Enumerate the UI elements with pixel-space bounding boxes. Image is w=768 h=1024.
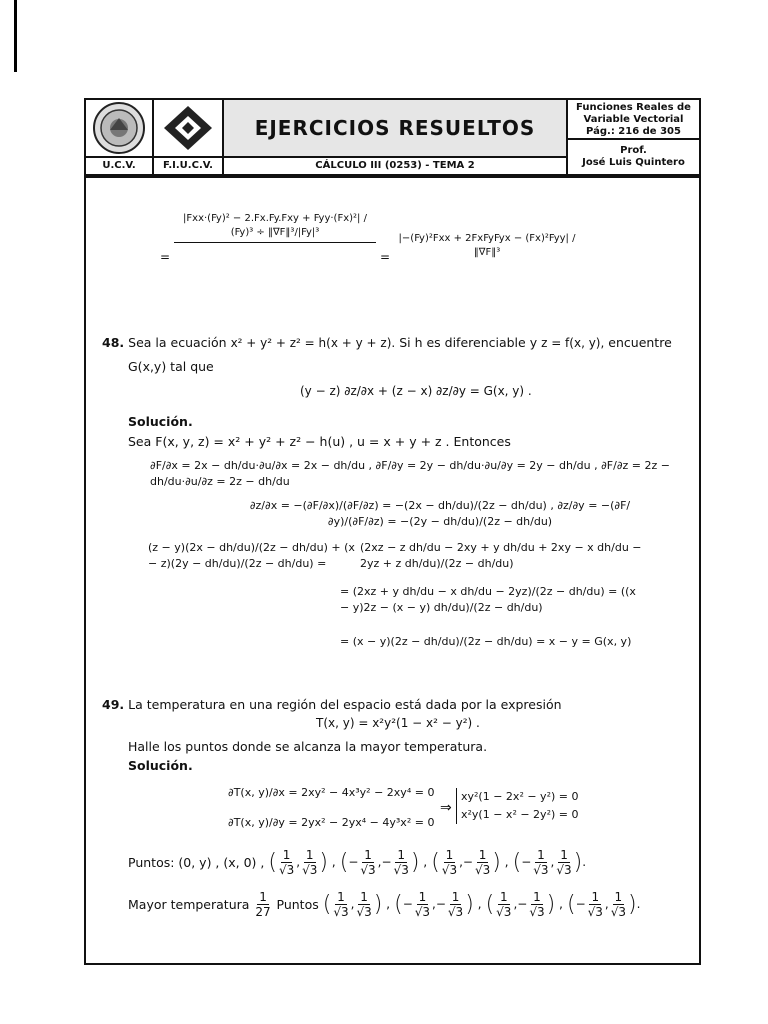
critical-point-3: ( $\frac{1}{√3}$ ,− $\frac{1}{√3}$ ) — [431, 848, 501, 877]
max-point-2: (− $\frac{1}{√3}$ ,− $\frac{1}{√3}$ ) — [394, 890, 474, 919]
problem-49-question: Halle los puntos donde se alcanza la mayor temperatura. — [128, 739, 488, 754]
prof-label: Prof. — [620, 145, 647, 156]
problem-48-number: 48. — [102, 335, 125, 350]
solution-49-derivative-y: ∂T(x, y)/∂y = 2yx² − 2yx⁴ − 4y³x² = 0 — [228, 816, 435, 829]
solution-49-system-eq-2: x²y(1 − x² − 2y²) = 0 — [461, 808, 579, 821]
fiucv-logo-icon — [154, 100, 222, 156]
header-prof-cell — [566, 138, 701, 176]
solution-48-label: Solución. — [128, 414, 193, 429]
header-subtitle: CÁLCULO III (0253) - TEMA 2 — [222, 156, 568, 176]
problem-48-text-2: Si h es diferenciable y — [399, 335, 538, 350]
ucv-seal-icon — [86, 100, 152, 156]
solution-49-points: Puntos: (0, y) , (x, 0) , ( $\frac{1}{√3}$ , $\frac{1}{√3}$ ) , (− $\frac{1}{√3}$ ,− $\frac{1}{√3}$ ) , ( $\frac{1}{√3}$ ,− $\frac{1}{√3}$ ) , (− $\frac{1}{√3}$ , $\frac{1}{√3}$ ). — [128, 848, 587, 877]
solution-49-system — [456, 788, 578, 824]
header-title-cell — [222, 98, 568, 158]
solution-48-step-3: = (x − y)(2z − dh/du)/(2z − dh/du) = x − y = G(x, y) — [340, 635, 632, 648]
problem-49-statement — [102, 697, 562, 712]
header-fiucv-label: F.I.U.C.V. — [152, 156, 224, 176]
max-temperature-label: Mayor temperatura — [128, 897, 250, 912]
page-number: Pág.: 216 de 305 — [586, 126, 681, 137]
problem-48-equation: x² + y² + z² = h(x + y + z). — [230, 336, 396, 350]
problem-48-z: z = f(x, y), — [541, 336, 605, 350]
problem-48-text-1: Sea la ecuación — [128, 335, 227, 350]
points-label: Puntos: (0, y) , (x, 0) , — [128, 855, 265, 870]
solution-49-max-temperature: Mayor temperatura $\frac{1}{27}$ Puntos ( $\frac{1}{√3}$ , $\frac{1}{√3}$ ) , (− $\frac{1}{√3}$ ,− $\frac{1}{√3}$ ) , ( $\frac{1}{√3}$ ,− $\frac{1}{√3}$ ) , (− $\frac{1}{√3}$ , $\frac{1}{√3}$ ). — [128, 890, 641, 919]
problem-49-text: La temperatura en una región del espacio está dada por la expresión — [128, 697, 562, 712]
max-temperature-value: $\frac{1}{27}$ — [255, 890, 271, 919]
problem-48-target-equation: (y − z) ∂z/∂x + (z − x) ∂z/∂y = G(x, y) . — [300, 384, 532, 398]
solution-49-system-eq-1: xy²(1 − 2x² − y²) = 0 — [461, 790, 579, 803]
solution-49-label: Solución. — [128, 758, 193, 773]
solution-49-implies-icon: ⇒ — [440, 800, 452, 816]
solution-48-partials: ∂F/∂x = 2x − dh/du·∂u/∂x = 2x − dh/du , ∂F/∂y = 2y − dh/du·∂u/∂y = 2y − dh/du , ∂F/∂z = 2z − dh/du·∂u/∂z = 2z − dh/du — [150, 459, 670, 488]
solution-48-step-1-left: (z − y)(2x − dh/du)/(2z − dh/du) + (x − z)(2y − dh/du)/(2z − dh/du) = — [148, 541, 355, 570]
max-point-4: (− $\frac{1}{√3}$ , $\frac{1}{√3}$ ). — [566, 890, 641, 919]
max-points-label: Puntos — [276, 897, 319, 912]
course-line-2: Variable Vectorial — [583, 114, 684, 125]
max-point-3: ( $\frac{1}{√3}$ ,− $\frac{1}{√3}$ ) — [485, 890, 556, 919]
top-formula: = |Fxx·(Fy)² − 2.Fx.Fy.Fxy + Fyy·(Fx)²| / (Fy)³ ÷ ‖∇F‖³/|Fy|³ = |−(Fy)²Fxx + 2FxFyFyx − (Fx)²Fyy| / ‖∇F‖³ — [160, 212, 580, 312]
header-logo-fiucv-cell — [152, 98, 224, 158]
solution-48-step-2: = (2xz + y dh/du − x dh/du − 2yz)/(2z − dh/du) = ((x − y)2z − (x − y) dh/du)/(2z − dh/du) — [340, 585, 636, 614]
course-line-1: Funciones Reales de — [576, 102, 691, 113]
prof-name: José Luis Quintero — [582, 157, 685, 168]
max-point-1: ( $\frac{1}{√3}$ , $\frac{1}{√3}$ ) — [322, 890, 383, 919]
top-formula-left: |Fxx·(Fy)² − 2.Fx.Fy.Fxy + Fyy·(Fx)²| / (Fy)³ ÷ ‖∇F‖³/|Fy|³ — [183, 213, 367, 238]
problem-48-line-2: G(x,y) tal que — [128, 359, 214, 374]
page-title: EJERCICIOS RESUELTOS — [254, 116, 536, 140]
header-ucv-label: U.C.V. — [84, 156, 154, 176]
header-logo-ucv-cell — [84, 98, 154, 158]
top-formula-right: |−(Fy)²Fxx + 2FxFyFyx − (Fx)²Fyy| / ‖∇F‖³ — [398, 233, 576, 258]
critical-point-4: (− $\frac{1}{√3}$ , $\frac{1}{√3}$ ). — [512, 848, 587, 877]
critical-point-1: ( $\frac{1}{√3}$ , $\frac{1}{√3}$ ) — [268, 848, 328, 877]
problem-49-equation: T(x, y) = x²y²(1 − x² − y²) . — [316, 716, 480, 730]
problem-49-number: 49. — [102, 697, 125, 712]
solution-48-intro: Sea F(x, y, z) = x² + y² + z² − h(u) , u = x + y + z . Entonces — [128, 434, 511, 449]
problem-48-text-3: encuentre — [608, 335, 672, 350]
solution-48-step-1-right: (2xz − z dh/du − 2xy + y dh/du + 2xy − x dh/du − 2yz + z dh/du)/(2z − dh/du) — [360, 541, 642, 570]
page-edge-mark — [14, 0, 17, 72]
problem-48-statement — [102, 335, 692, 350]
solution-48-implicit: ∂z/∂x = −(∂F/∂x)/(∂F/∂z) = −(2x − dh/du)/(2z − dh/du) , ∂z/∂y = −(∂F/∂y)/(∂F/∂z) = −(2y − dh/du)/(2z − dh/du) — [249, 499, 631, 528]
header-course-cell — [566, 98, 701, 140]
solution-49-derivative-x: ∂T(x, y)/∂x = 2xy² − 4x³y² − 2xy⁴ = 0 — [228, 786, 435, 799]
critical-point-2: (− $\frac{1}{√3}$ ,− $\frac{1}{√3}$ ) — [339, 848, 420, 877]
